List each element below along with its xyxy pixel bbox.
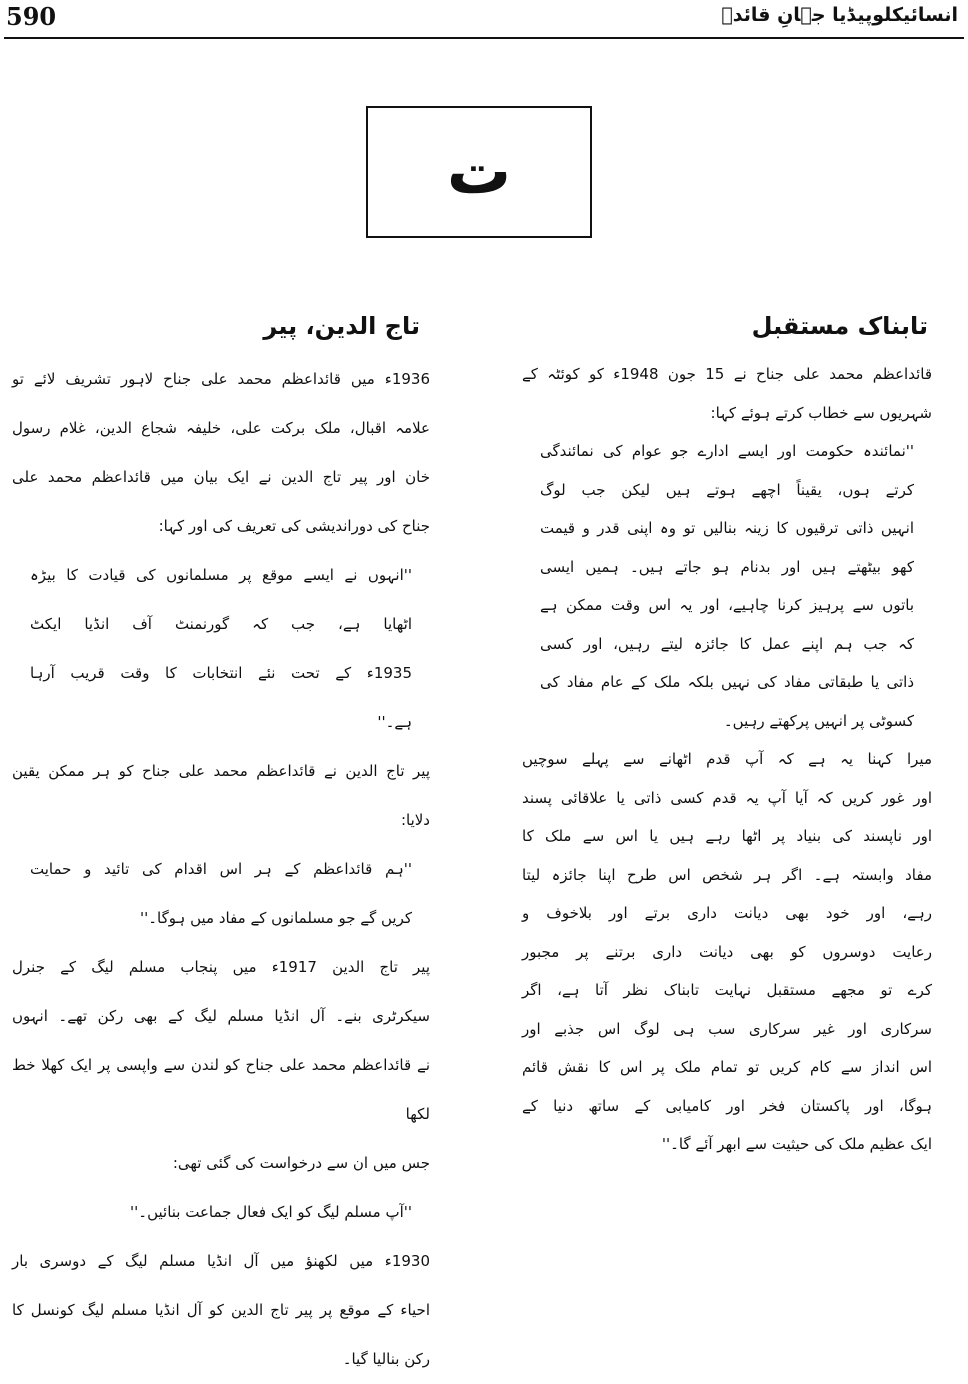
text-line: میرا کہنا یہ ہے کہ آپ قدم اٹھانے سے پہلے سوچیں (522, 750, 932, 768)
text-line: 1930ء میں لکھنؤ میں آل انڈیا مسلم لیگ کے دوسری بار (12, 1252, 430, 1270)
header-rule (4, 37, 964, 39)
text-line: رعایت دوسروں کو بھی دیانت داری برتنے پر مجبور (522, 942, 932, 961)
text-line: سرکاری اور غیر سرکاری سب ہی لوگ اس جذبے اور (522, 1019, 932, 1038)
text-line: 1935ء کے تحت نئے انتخابات کا وقت قریب آرہا (30, 664, 412, 682)
text-line: ہوگا، اور پاکستان فخر اور کامیابی کے ساتھ دنیا کے (522, 1096, 932, 1115)
text-line: انہیں ذاتی ترقیوں کا زینہ بنالیں تو وہ اپنی قدر و قیمت (540, 519, 914, 537)
article-tajuddin-pir (12, 355, 430, 1384)
text-line: کرے تو مجھے مستقبل نہایت تابناک نظر آتا ہے، اگر (522, 981, 932, 999)
text-line: ایک عظیم ملک کی حیثیت سے ابھر آئے گا۔'' (661, 1135, 932, 1153)
text-line: ''نمائندہ حکومت اور ایسے ادارے جو عوام کی نمائندگی (540, 442, 914, 460)
text-line: کرتے ہوں، یقیناً اچھے ہوتے ہیں لیکن جب لوگ (540, 480, 914, 499)
text-line: اور غور کریں کہ آیا آپ یہ قدم کسی ذاتی یا علاقائی پسند (522, 788, 932, 807)
text-line: مفاد وابستہ ہے۔ اگر ہر شخص اس طرح اپنا جائزہ لیتا (522, 865, 932, 884)
text-line: اس انداز سے کام کریں تو تمام ملک پر اس کا نقش قائم (522, 1058, 932, 1076)
text-line: پیر تاج الدین 1917ء میں پنجاب مسلم لیگ کے جنرل (12, 958, 430, 976)
text-line: جناح کی دوراندیشی کی تعریف کی اور کہا: (158, 517, 430, 535)
running-title: انسائیکلوپیڈیا جہانِ قائدؒ (721, 4, 958, 26)
text-line: کسوٹی پر انہیں پرکھتے رہیں۔ (723, 711, 914, 730)
text-line: ''آپ مسلم لیگ کو ایک فعال جماعت بنائیں۔'' (130, 1203, 412, 1221)
text-line: علامہ اقبال، ملک برکت علی، خلیفہ شجاع الدین، غلام رسول (12, 419, 430, 437)
text-line: رکن بنالیا گیا۔ (342, 1350, 430, 1368)
text-line: سیکرٹری بنے۔ آل انڈیا مسلم لیگ کے بھی رکن تھے۔ انہوں (12, 1007, 430, 1025)
text-line: باتوں سے پرہیز کرنا چاہیے، اور یہ اس وقت ممکن ہے (540, 596, 914, 614)
text-line: ہے۔'' (377, 713, 412, 731)
section-letter-box (366, 106, 592, 238)
text-line: کریں گے جو مسلمانوں کے مفاد میں ہوگا۔'' (140, 909, 412, 927)
text-line: ''ہم قائداعظم کے ہر اس اقدام کی تائید و حمایت (30, 860, 412, 878)
text-line: نے قائداعظم محمد علی جناح کو لندن سے واپسی پر ایک کھلا خط لکھا (12, 1056, 430, 1123)
page-number: 590 (6, 2, 57, 31)
section-letter: ت (446, 135, 512, 209)
text-line: ذاتی یا طبقاتی مفاد کی نہیں بلکہ ملک کے عام مفاد کی (540, 673, 914, 691)
text-line: اور ناپسند کی بنیاد پر اٹھا رہے ہیں یا اس سے ملک کا (522, 827, 932, 845)
text-line: شہریوں سے خطاب کرتے ہوئے کہا: (710, 403, 932, 422)
text-line: خان اور پیر تاج الدین نے ایک بیان میں قائداعظم محمد علی (12, 468, 430, 486)
text-line: ''انہوں نے ایسے موقع پر مسلمانوں کی قیادت کا بیڑہ (30, 566, 412, 584)
text-line: کھو بیٹھتے ہیں اور بدنام ہو جاتے ہیں۔ ہمیں ایسی (540, 557, 914, 576)
text-line: احیاء کے موقع پر پیر تاج الدین کو آل انڈیا مسلم لیگ کونسل کا (12, 1301, 430, 1319)
text-line: رہے، اور خود بھی دیانت داری برتے اور بلاخوف و (522, 904, 932, 922)
text-line: قائداعظم محمد علی جناح نے 15 جون 1948ء کو کوئٹہ کے (522, 365, 932, 383)
text-line: اٹھایا ہے، جب کہ گورنمنٹ آف انڈیا ایکٹ (30, 615, 412, 633)
text-line: پیر تاج الدین نے قائداعظم محمد علی جناح کو ہر ممکن یقین (12, 762, 430, 780)
text-line: کہ جب ہم اپنے عمل کا جائزہ لیتے رہیں، اور کسی (540, 634, 914, 653)
article-title-tabnak-mustaqbil: تابناک مستقبل (751, 312, 928, 340)
text-line: جس میں ان سے درخواست کی گئی تھی: (172, 1154, 430, 1172)
article-tabnak-mustaqbil (522, 355, 932, 1164)
text-line: 1936ء میں قائداعظم محمد علی جناح لاہور تشریف لائے تو (12, 370, 430, 388)
text-line: دلایا: (400, 811, 430, 829)
article-title-tajuddin-pir: تاج الدین، پیر (263, 312, 420, 340)
